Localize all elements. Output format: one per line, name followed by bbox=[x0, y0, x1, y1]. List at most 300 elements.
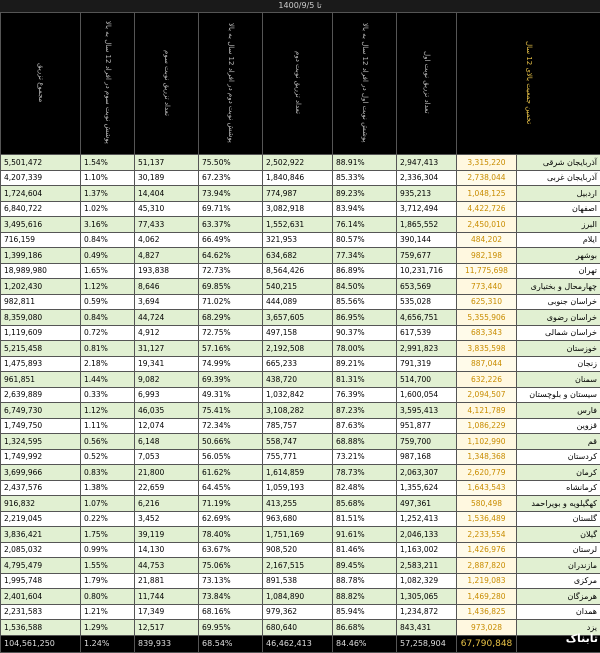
cell-second-pct: 68.16% bbox=[199, 604, 263, 620]
cell-third-count: 39,119 bbox=[135, 527, 199, 543]
cell-first-pct: 87.63% bbox=[333, 418, 397, 434]
cell-first-pct: 82.48% bbox=[333, 480, 397, 496]
cell-third-pct: 0.33% bbox=[81, 387, 135, 403]
cell-second-count: 1,840,846 bbox=[263, 170, 333, 186]
cell-population: 1,536,489 bbox=[457, 511, 517, 527]
cell-first-pct: 89.21% bbox=[333, 356, 397, 372]
table-row bbox=[1, 294, 600, 310]
cell-first-count: 2,063,307 bbox=[397, 465, 457, 481]
header-total-doses: مجموع تزریق bbox=[1, 13, 81, 155]
cell-second-count: 1,614,859 bbox=[263, 465, 333, 481]
cell-first-pct: 90.37% bbox=[333, 325, 397, 341]
cell-total: 2,401,604 bbox=[1, 589, 81, 605]
cell-province: چهارمحال و بختیاری bbox=[517, 279, 600, 295]
cell-third-pct: 0.22% bbox=[81, 511, 135, 527]
cell-second-pct: 69.39% bbox=[199, 372, 263, 388]
cell-province: خراسان جنوبی bbox=[517, 294, 600, 310]
cell-third-pct: 1.79% bbox=[81, 573, 135, 589]
table-row bbox=[1, 387, 600, 403]
cell-second-count: 2,502,922 bbox=[263, 155, 333, 171]
table-row bbox=[1, 217, 600, 233]
cell-first-pct: 76.14% bbox=[333, 217, 397, 233]
cell-first-count: 951,877 bbox=[397, 418, 457, 434]
cell-population: 1,348,368 bbox=[457, 449, 517, 465]
cell-second-pct: 63.67% bbox=[199, 542, 263, 558]
cell-third-count: 12,074 bbox=[135, 418, 199, 434]
cell-second-pct: 67.23% bbox=[199, 170, 263, 186]
cell-total: 961,851 bbox=[1, 372, 81, 388]
cell-second-count: 2,192,508 bbox=[263, 341, 333, 357]
total-first-pct: 84.46% bbox=[333, 635, 397, 652]
cell-first-count: 1,163,002 bbox=[397, 542, 457, 558]
cell-second-pct: 72.75% bbox=[199, 325, 263, 341]
cell-first-pct: 86.95% bbox=[333, 310, 397, 326]
cell-second-pct: 75.50% bbox=[199, 155, 263, 171]
cell-second-pct: 50.66% bbox=[199, 434, 263, 450]
cell-first-count: 3,712,494 bbox=[397, 201, 457, 217]
date-range: تا 1400/9/5 bbox=[0, 0, 600, 12]
cell-third-count: 44,724 bbox=[135, 310, 199, 326]
cell-population: 580,498 bbox=[457, 496, 517, 512]
cell-second-pct: 57.16% bbox=[199, 341, 263, 357]
cell-first-pct: 78.00% bbox=[333, 341, 397, 357]
table-row bbox=[1, 186, 600, 202]
cell-second-count: 680,640 bbox=[263, 620, 333, 636]
cell-first-pct: 78.73% bbox=[333, 465, 397, 481]
cell-second-count: 3,082,918 bbox=[263, 201, 333, 217]
cell-third-pct: 0.49% bbox=[81, 248, 135, 264]
table-row bbox=[1, 496, 600, 512]
cell-second-count: 444,089 bbox=[263, 294, 333, 310]
cell-first-pct: 80.57% bbox=[333, 232, 397, 248]
header-first-pct: پوشش نوبت اول در افراد 12 سال به بالا bbox=[333, 13, 397, 155]
cell-population: 632,226 bbox=[457, 372, 517, 388]
cell-population: 4,422,726 bbox=[457, 201, 517, 217]
cell-total: 5,215,458 bbox=[1, 341, 81, 357]
cell-third-pct: 2.18% bbox=[81, 356, 135, 372]
cell-second-pct: 69.71% bbox=[199, 201, 263, 217]
cell-third-pct: 0.83% bbox=[81, 465, 135, 481]
cell-province: زنجان bbox=[517, 356, 600, 372]
cell-population: 4,121,789 bbox=[457, 403, 517, 419]
cell-third-count: 6,216 bbox=[135, 496, 199, 512]
cell-first-count: 759,700 bbox=[397, 434, 457, 450]
cell-third-pct: 1.12% bbox=[81, 403, 135, 419]
cell-total: 8,359,080 bbox=[1, 310, 81, 326]
cell-third-count: 9,082 bbox=[135, 372, 199, 388]
cell-first-count: 535,028 bbox=[397, 294, 457, 310]
cell-third-count: 4,827 bbox=[135, 248, 199, 264]
cell-population: 683,343 bbox=[457, 325, 517, 341]
cell-first-count: 653,569 bbox=[397, 279, 457, 295]
table-row bbox=[1, 248, 600, 264]
cell-first-count: 2,046,133 bbox=[397, 527, 457, 543]
cell-population: 1,086,229 bbox=[457, 418, 517, 434]
cell-population: 887,044 bbox=[457, 356, 517, 372]
cell-first-pct: 85.56% bbox=[333, 294, 397, 310]
cell-third-count: 4,912 bbox=[135, 325, 199, 341]
cell-population: 1,643,543 bbox=[457, 480, 517, 496]
cell-first-pct: 89.45% bbox=[333, 558, 397, 574]
cell-population: 1,436,825 bbox=[457, 604, 517, 620]
cell-second-count: 1,084,890 bbox=[263, 589, 333, 605]
cell-second-count: 413,255 bbox=[263, 496, 333, 512]
cell-province: اصفهان bbox=[517, 201, 600, 217]
cell-second-count: 1,032,842 bbox=[263, 387, 333, 403]
cell-population: 5,355,906 bbox=[457, 310, 517, 326]
cell-second-count: 979,362 bbox=[263, 604, 333, 620]
table-row bbox=[1, 310, 600, 326]
cell-first-count: 497,361 bbox=[397, 496, 457, 512]
table-row bbox=[1, 418, 600, 434]
cell-third-pct: 3.16% bbox=[81, 217, 135, 233]
cell-second-pct: 73.94% bbox=[199, 186, 263, 202]
cell-first-count: 1,355,624 bbox=[397, 480, 457, 496]
cell-second-count: 1,751,169 bbox=[263, 527, 333, 543]
cell-first-pct: 88.91% bbox=[333, 155, 397, 171]
table-row bbox=[1, 449, 600, 465]
cell-first-pct: 68.88% bbox=[333, 434, 397, 450]
table-row bbox=[1, 232, 600, 248]
table-row bbox=[1, 403, 600, 419]
cell-population: 3,315,220 bbox=[457, 155, 517, 171]
cell-second-pct: 73.84% bbox=[199, 589, 263, 605]
cell-third-count: 14,404 bbox=[135, 186, 199, 202]
cell-third-count: 11,744 bbox=[135, 589, 199, 605]
cell-province: فارس bbox=[517, 403, 600, 419]
cell-population: 11,775,698 bbox=[457, 263, 517, 279]
cell-third-count: 6,148 bbox=[135, 434, 199, 450]
cell-first-count: 2,991,823 bbox=[397, 341, 457, 357]
cell-second-pct: 69.95% bbox=[199, 620, 263, 636]
cell-province: آذربایجان غربی bbox=[517, 170, 600, 186]
cell-province: سمنان bbox=[517, 372, 600, 388]
cell-province: کردستان bbox=[517, 449, 600, 465]
cell-first-pct: 73.21% bbox=[333, 449, 397, 465]
table-row bbox=[1, 573, 600, 589]
cell-second-pct: 68.29% bbox=[199, 310, 263, 326]
cell-province: ایلام bbox=[517, 232, 600, 248]
cell-third-pct: 1.44% bbox=[81, 372, 135, 388]
cell-province: بوشهر bbox=[517, 248, 600, 264]
total-second-count: 46,462,413 bbox=[263, 635, 333, 652]
cell-first-pct: 88.82% bbox=[333, 589, 397, 605]
cell-first-pct: 76.39% bbox=[333, 387, 397, 403]
table-row bbox=[1, 341, 600, 357]
table-row bbox=[1, 480, 600, 496]
cell-third-pct: 1.65% bbox=[81, 263, 135, 279]
cell-first-pct: 85.68% bbox=[333, 496, 397, 512]
table-body bbox=[1, 155, 600, 653]
cell-second-count: 1,059,193 bbox=[263, 480, 333, 496]
table-row bbox=[1, 356, 600, 372]
cell-first-pct: 91.61% bbox=[333, 527, 397, 543]
table-row bbox=[1, 604, 600, 620]
cell-first-count: 3,595,413 bbox=[397, 403, 457, 419]
cell-total: 1,536,588 bbox=[1, 620, 81, 636]
cell-second-count: 3,657,605 bbox=[263, 310, 333, 326]
cell-province: مازندران bbox=[517, 558, 600, 574]
cell-second-pct: 64.62% bbox=[199, 248, 263, 264]
cell-first-count: 1,234,872 bbox=[397, 604, 457, 620]
table-row bbox=[1, 201, 600, 217]
cell-third-count: 3,694 bbox=[135, 294, 199, 310]
cell-third-pct: 1.11% bbox=[81, 418, 135, 434]
cell-second-count: 785,757 bbox=[263, 418, 333, 434]
cell-first-count: 759,677 bbox=[397, 248, 457, 264]
cell-total: 2,639,889 bbox=[1, 387, 81, 403]
cell-second-count: 3,108,282 bbox=[263, 403, 333, 419]
table-row bbox=[1, 589, 600, 605]
cell-first-count: 1,600,054 bbox=[397, 387, 457, 403]
cell-province: کهگیلویه و بویراحمد bbox=[517, 496, 600, 512]
cell-third-count: 193,838 bbox=[135, 263, 199, 279]
cell-total: 6,749,730 bbox=[1, 403, 81, 419]
cell-second-pct: 72.73% bbox=[199, 263, 263, 279]
cell-total: 1,749,750 bbox=[1, 418, 81, 434]
table-row bbox=[1, 263, 600, 279]
table-row bbox=[1, 465, 600, 481]
cell-second-count: 774,987 bbox=[263, 186, 333, 202]
cell-third-pct: 0.84% bbox=[81, 310, 135, 326]
cell-province: هرمزگان bbox=[517, 589, 600, 605]
header-second-pct: پوشش نوبت دوم در افراد 12 سال به بالا bbox=[199, 13, 263, 155]
cell-population: 2,450,010 bbox=[457, 217, 517, 233]
cell-second-pct: 73.13% bbox=[199, 573, 263, 589]
cell-second-pct: 74.99% bbox=[199, 356, 263, 372]
cell-first-pct: 85.33% bbox=[333, 170, 397, 186]
cell-second-count: 891,538 bbox=[263, 573, 333, 589]
cell-population: 2,233,554 bbox=[457, 527, 517, 543]
cell-first-pct: 89.23% bbox=[333, 186, 397, 202]
cell-second-count: 438,720 bbox=[263, 372, 333, 388]
cell-population: 1,426,976 bbox=[457, 542, 517, 558]
cell-second-count: 321,953 bbox=[263, 232, 333, 248]
cell-third-pct: 0.80% bbox=[81, 589, 135, 605]
cell-population: 2,094,507 bbox=[457, 387, 517, 403]
cell-first-count: 2,583,211 bbox=[397, 558, 457, 574]
cell-second-count: 558,747 bbox=[263, 434, 333, 450]
cell-second-pct: 63.37% bbox=[199, 217, 263, 233]
cell-third-count: 17,349 bbox=[135, 604, 199, 620]
cell-total: 1,475,893 bbox=[1, 356, 81, 372]
cell-second-count: 497,158 bbox=[263, 325, 333, 341]
cell-population: 3,835,598 bbox=[457, 341, 517, 357]
cell-third-count: 51,137 bbox=[135, 155, 199, 171]
cell-third-count: 6,993 bbox=[135, 387, 199, 403]
table-row bbox=[1, 527, 600, 543]
cell-second-pct: 72.34% bbox=[199, 418, 263, 434]
cell-third-count: 4,062 bbox=[135, 232, 199, 248]
cell-total: 3,836,421 bbox=[1, 527, 81, 543]
cell-second-pct: 62.69% bbox=[199, 511, 263, 527]
cell-province: خراسان رضوی bbox=[517, 310, 600, 326]
cell-total: 1,724,604 bbox=[1, 186, 81, 202]
cell-total: 3,699,966 bbox=[1, 465, 81, 481]
cell-first-count: 843,431 bbox=[397, 620, 457, 636]
cell-second-count: 540,215 bbox=[263, 279, 333, 295]
cell-second-count: 665,233 bbox=[263, 356, 333, 372]
table-row bbox=[1, 434, 600, 450]
cell-first-pct: 83.94% bbox=[333, 201, 397, 217]
cell-first-count: 1,252,413 bbox=[397, 511, 457, 527]
table-row bbox=[1, 170, 600, 186]
total-population: 67,790,848 bbox=[457, 635, 517, 652]
cell-second-pct: 71.19% bbox=[199, 496, 263, 512]
cell-third-count: 22,659 bbox=[135, 480, 199, 496]
cell-third-count: 46,035 bbox=[135, 403, 199, 419]
cell-population: 2,620,779 bbox=[457, 465, 517, 481]
cell-third-count: 30,189 bbox=[135, 170, 199, 186]
cell-third-pct: 0.99% bbox=[81, 542, 135, 558]
cell-second-pct: 71.02% bbox=[199, 294, 263, 310]
cell-first-pct: 86.89% bbox=[333, 263, 397, 279]
cell-first-pct: 88.78% bbox=[333, 573, 397, 589]
cell-second-pct: 64.45% bbox=[199, 480, 263, 496]
cell-third-pct: 1.37% bbox=[81, 186, 135, 202]
cell-province: همدان bbox=[517, 604, 600, 620]
total-second-pct: 68.54% bbox=[199, 635, 263, 652]
cell-province: سیستان و بلوچستان bbox=[517, 387, 600, 403]
cell-third-count: 14,130 bbox=[135, 542, 199, 558]
cell-province: لرستان bbox=[517, 542, 600, 558]
cell-third-count: 21,881 bbox=[135, 573, 199, 589]
cell-second-count: 755,771 bbox=[263, 449, 333, 465]
cell-total: 4,795,479 bbox=[1, 558, 81, 574]
cell-total: 1,749,992 bbox=[1, 449, 81, 465]
cell-population: 982,198 bbox=[457, 248, 517, 264]
cell-third-count: 19,341 bbox=[135, 356, 199, 372]
cell-total: 3,495,616 bbox=[1, 217, 81, 233]
cell-first-count: 617,539 bbox=[397, 325, 457, 341]
cell-province: کرمانشاه bbox=[517, 480, 600, 496]
cell-total: 18,989,980 bbox=[1, 263, 81, 279]
cell-first-count: 1,305,065 bbox=[397, 589, 457, 605]
cell-province: اردبیل bbox=[517, 186, 600, 202]
cell-second-pct: 75.41% bbox=[199, 403, 263, 419]
cell-population: 2,738,044 bbox=[457, 170, 517, 186]
table-row bbox=[1, 372, 600, 388]
cell-second-pct: 56.05% bbox=[199, 449, 263, 465]
cell-third-pct: 1.21% bbox=[81, 604, 135, 620]
cell-third-pct: 0.72% bbox=[81, 325, 135, 341]
cell-third-count: 12,517 bbox=[135, 620, 199, 636]
table-row bbox=[1, 620, 600, 636]
cell-total: 1,119,609 bbox=[1, 325, 81, 341]
table-row bbox=[1, 279, 600, 295]
cell-population: 2,887,820 bbox=[457, 558, 517, 574]
cell-province: قم bbox=[517, 434, 600, 450]
cell-second-count: 634,682 bbox=[263, 248, 333, 264]
cell-third-pct: 1.02% bbox=[81, 201, 135, 217]
cell-total: 982,811 bbox=[1, 294, 81, 310]
cell-province: قزوین bbox=[517, 418, 600, 434]
cell-province: آذربایجان شرقی bbox=[517, 155, 600, 171]
cell-first-count: 1,082,329 bbox=[397, 573, 457, 589]
cell-population: 1,219,083 bbox=[457, 573, 517, 589]
cell-province: البرز bbox=[517, 217, 600, 233]
cell-total: 6,840,722 bbox=[1, 201, 81, 217]
cell-third-pct: 0.52% bbox=[81, 449, 135, 465]
cell-total: 1,202,430 bbox=[1, 279, 81, 295]
cell-third-count: 77,433 bbox=[135, 217, 199, 233]
table-row bbox=[1, 542, 600, 558]
cell-third-pct: 1.29% bbox=[81, 620, 135, 636]
cell-first-count: 2,947,413 bbox=[397, 155, 457, 171]
cell-third-pct: 0.59% bbox=[81, 294, 135, 310]
header-third-pct: پوشش نوبت سوم در افراد 12 سال به بالا bbox=[81, 13, 135, 155]
cell-third-count: 7,053 bbox=[135, 449, 199, 465]
table-row bbox=[1, 155, 600, 171]
cell-second-pct: 69.85% bbox=[199, 279, 263, 295]
cell-population: 625,310 bbox=[457, 294, 517, 310]
cell-third-count: 8,646 bbox=[135, 279, 199, 295]
cell-province: خراسان شمالی bbox=[517, 325, 600, 341]
cell-third-pct: 0.81% bbox=[81, 341, 135, 357]
cell-second-pct: 61.62% bbox=[199, 465, 263, 481]
table-row bbox=[1, 558, 600, 574]
cell-first-pct: 81.46% bbox=[333, 542, 397, 558]
cell-third-pct: 1.07% bbox=[81, 496, 135, 512]
cell-second-pct: 66.49% bbox=[199, 232, 263, 248]
total-first-count: 57,258,904 bbox=[397, 635, 457, 652]
cell-province: مرکزی bbox=[517, 573, 600, 589]
cell-total: 1,324,595 bbox=[1, 434, 81, 450]
cell-second-count: 908,520 bbox=[263, 542, 333, 558]
total-third-count: 839,933 bbox=[135, 635, 199, 652]
total-total: 104,561,250 bbox=[1, 635, 81, 652]
cell-first-pct: 87.23% bbox=[333, 403, 397, 419]
cell-second-count: 2,167,515 bbox=[263, 558, 333, 574]
cell-first-count: 390,144 bbox=[397, 232, 457, 248]
cell-third-pct: 0.56% bbox=[81, 434, 135, 450]
cell-third-count: 31,127 bbox=[135, 341, 199, 357]
cell-total: 2,219,045 bbox=[1, 511, 81, 527]
cell-total: 716,159 bbox=[1, 232, 81, 248]
cell-first-pct: 86.68% bbox=[333, 620, 397, 636]
vaccination-table bbox=[0, 12, 600, 653]
cell-province: خوزستان bbox=[517, 341, 600, 357]
cell-third-count: 45,310 bbox=[135, 201, 199, 217]
header-row bbox=[1, 13, 600, 155]
cell-second-pct: 49.31% bbox=[199, 387, 263, 403]
cell-first-pct: 85.94% bbox=[333, 604, 397, 620]
cell-first-count: 1,865,552 bbox=[397, 217, 457, 233]
cell-province: تهران bbox=[517, 263, 600, 279]
header-population: تخمین جمعیت بالای 12 سال bbox=[457, 13, 600, 155]
cell-first-count: 10,231,716 bbox=[397, 263, 457, 279]
cell-third-pct: 1.10% bbox=[81, 170, 135, 186]
cell-second-count: 1,552,631 bbox=[263, 217, 333, 233]
cell-first-pct: 77.34% bbox=[333, 248, 397, 264]
cell-third-count: 3,452 bbox=[135, 511, 199, 527]
cell-third-count: 21,800 bbox=[135, 465, 199, 481]
cell-first-pct: 81.31% bbox=[333, 372, 397, 388]
total-third-pct: 1.24% bbox=[81, 635, 135, 652]
cell-total: 4,207,339 bbox=[1, 170, 81, 186]
cell-province: گیلان bbox=[517, 527, 600, 543]
cell-total: 2,231,583 bbox=[1, 604, 81, 620]
cell-population: 773,440 bbox=[457, 279, 517, 295]
header-second-count: تعداد تزریق نوبت دوم bbox=[263, 13, 333, 155]
header-third-count: تعداد تزریق نوبت سوم bbox=[135, 13, 199, 155]
cell-total: 2,437,576 bbox=[1, 480, 81, 496]
cell-total: 1,399,186 bbox=[1, 248, 81, 264]
cell-third-pct: 1.38% bbox=[81, 480, 135, 496]
cell-third-pct: 1.55% bbox=[81, 558, 135, 574]
tabnak-logo: تابناک bbox=[566, 632, 598, 645]
cell-first-count: 935,213 bbox=[397, 186, 457, 202]
